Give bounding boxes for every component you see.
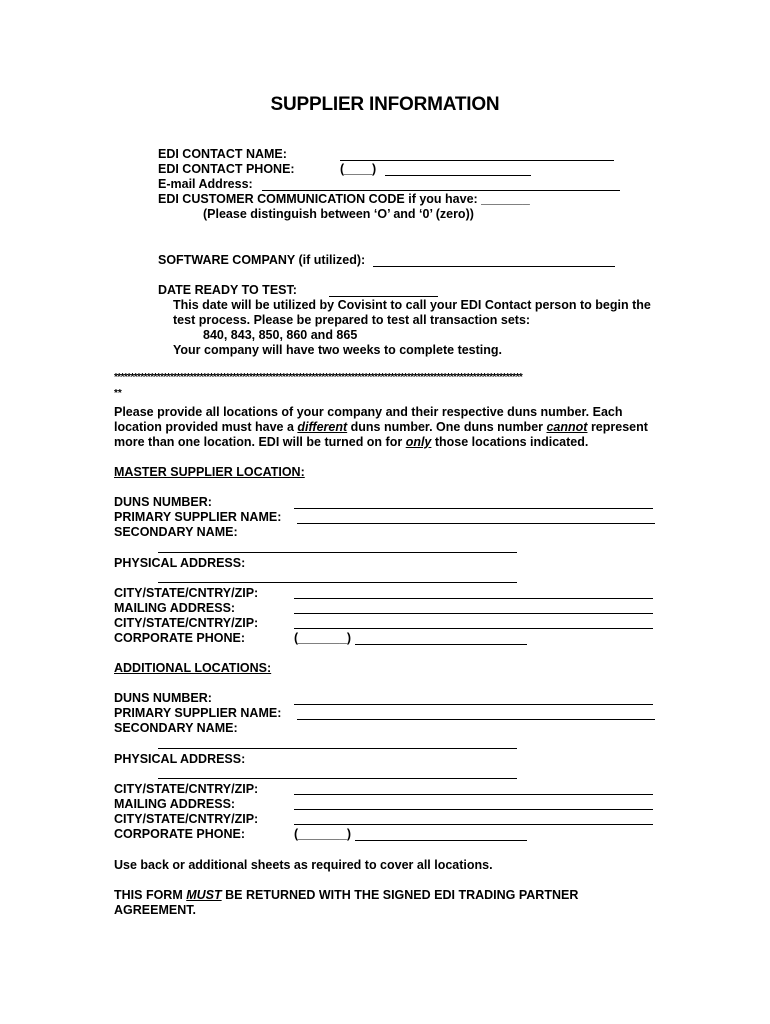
page-title: SUPPLIER INFORMATION [270, 94, 500, 115]
additional-corporate-phone-field[interactable] [355, 840, 527, 841]
master-city2-label: CITY/STATE/CNTRY/ZIP: [114, 616, 259, 630]
master-primary-name-field[interactable] [297, 523, 655, 524]
email-field[interactable] [262, 190, 620, 191]
instructions-line-1: Please provide all locations of your company and their respective duns number. Each [114, 405, 623, 419]
master-duns-label: DUNS NUMBER: [114, 495, 212, 509]
software-company-field[interactable] [373, 266, 615, 267]
additional-corporate-phone-label: CORPORATE PHONE: [114, 827, 246, 841]
additional-secondary-name-field[interactable] [158, 748, 517, 749]
additional-city2-field[interactable] [294, 824, 653, 825]
emphasis-must: MUST [186, 888, 222, 902]
date-ready-label: DATE READY TO TEST: [158, 283, 297, 297]
additional-physical-address-field[interactable] [158, 778, 517, 779]
edi-contact-phone-field[interactable] [385, 175, 531, 176]
master-mailing-label: MAILING ADDRESS: [114, 601, 236, 615]
master-corporate-phone-label: CORPORATE PHONE: [114, 631, 246, 645]
master-physical-address-field[interactable] [158, 582, 517, 583]
return-notice-line-2: AGREEMENT. [114, 903, 196, 917]
emphasis-cannot: cannot [546, 420, 588, 434]
master-city1-field[interactable] [294, 598, 653, 599]
additional-phone-area-code: (_______) [294, 827, 351, 841]
additional-duns-field[interactable] [294, 704, 653, 705]
additional-sheets-note: Use back or additional sheets as required to cover all locations. [114, 858, 493, 872]
additional-locations-heading: ADDITIONAL LOCATIONS: [114, 661, 272, 675]
master-city1-label: CITY/STATE/CNTRY/ZIP: [114, 586, 259, 600]
software-company-label: SOFTWARE COMPANY (if utilized): [158, 253, 366, 267]
return-notice-line-1: THIS FORM MUST BE RETURNED WITH THE SIGNED EDI TRADING PARTNER [114, 888, 579, 902]
testing-period-note: Your company will have two weeks to complete testing. [173, 343, 503, 357]
master-secondary-name-field[interactable] [158, 552, 517, 553]
master-duns-field[interactable] [294, 508, 653, 509]
emphasis-different: different [297, 420, 348, 434]
edi-contact-name-label: EDI CONTACT NAME: [158, 147, 287, 161]
master-primary-name-label: PRIMARY SUPPLIER NAME: [114, 510, 282, 524]
star-separator: **************************************************************************************************************************** [114, 372, 523, 383]
transaction-sets: 840, 843, 850, 860 and 865 [203, 328, 358, 342]
date-ready-field[interactable] [329, 296, 438, 297]
date-note-line-1: This date will be utilized by Covisint to call your EDI Contact person to begin the [173, 298, 651, 312]
instructions-line-3: more than one location. EDI will be turned on for only those locations indicated. [114, 435, 589, 449]
master-location-heading: MASTER SUPPLIER LOCATION: [114, 465, 305, 479]
comm-code-label: EDI CUSTOMER COMMUNICATION CODE if you have: _______ [158, 192, 530, 206]
additional-primary-name-field[interactable] [297, 719, 655, 720]
master-corporate-phone-field[interactable] [355, 644, 527, 645]
email-label: E-mail Address: [158, 177, 253, 191]
additional-city1-label: CITY/STATE/CNTRY/ZIP: [114, 782, 259, 796]
emphasis-only: only [405, 435, 432, 449]
edi-contact-name-field[interactable] [340, 160, 614, 161]
additional-physical-address-label: PHYSICAL ADDRESS: [114, 752, 246, 766]
master-secondary-name-label: SECONDARY NAME: [114, 525, 238, 539]
additional-duns-label: DUNS NUMBER: [114, 691, 212, 705]
instructions-line-2: location provided must have a different duns number. One duns number cannot represent [114, 420, 648, 434]
master-phone-area-code: (_______) [294, 631, 351, 645]
additional-mailing-label: MAILING ADDRESS: [114, 797, 236, 811]
additional-city2-label: CITY/STATE/CNTRY/ZIP: [114, 812, 259, 826]
date-note-line-2: test process. Please be prepared to test all transaction sets: [173, 313, 531, 327]
additional-mailing-field[interactable] [294, 809, 653, 810]
comm-code-note: (Please distinguish between ‘O’ and ‘0’ (zero)) [203, 207, 474, 221]
edi-contact-phone-area-code: (____) [340, 162, 377, 176]
edi-contact-phone-label: EDI CONTACT PHONE: [158, 162, 295, 176]
additional-city1-field[interactable] [294, 794, 653, 795]
master-mailing-field[interactable] [294, 613, 653, 614]
star-separator-tail: ** [114, 388, 122, 399]
additional-secondary-name-label: SECONDARY NAME: [114, 721, 238, 735]
master-city2-field[interactable] [294, 628, 653, 629]
master-physical-address-label: PHYSICAL ADDRESS: [114, 556, 246, 570]
additional-primary-name-label: PRIMARY SUPPLIER NAME: [114, 706, 282, 720]
